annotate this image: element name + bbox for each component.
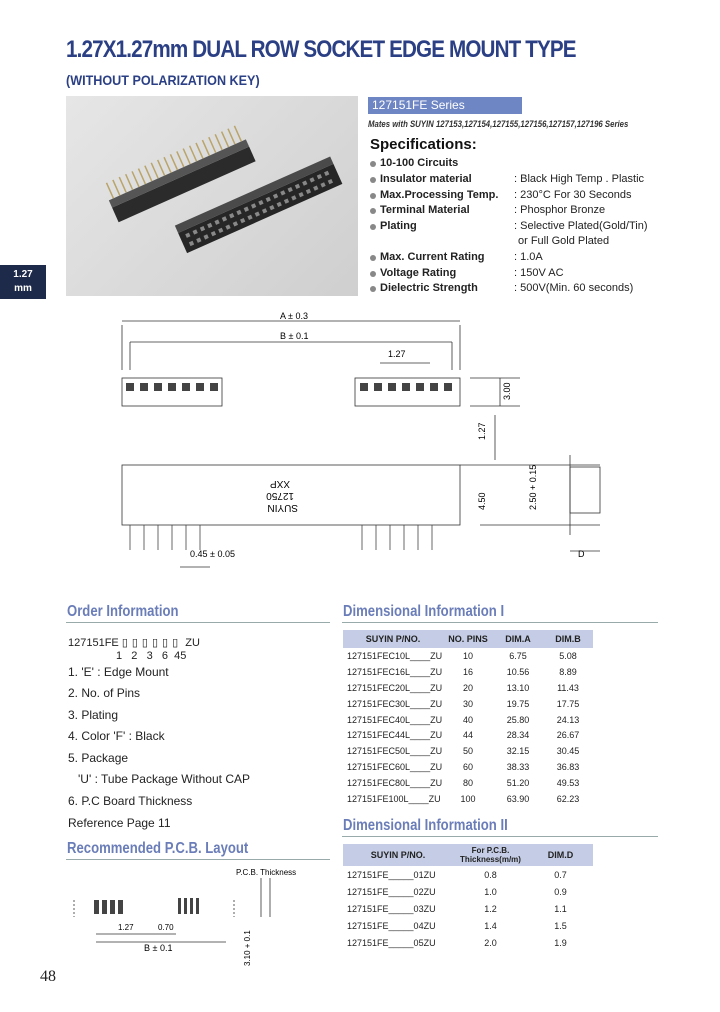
cell: 80 (462, 778, 473, 789)
order-line: Reference Page 11 (68, 816, 171, 830)
spec-label: Terminal Material (380, 204, 470, 216)
dim-b-label: B ± 0.1 (280, 331, 309, 341)
order-line: 4. Color 'F' : Black (68, 729, 165, 743)
col-header: NO. PINS (443, 630, 493, 648)
spec-label: 10-100 Circuits (380, 157, 459, 169)
bullet-icon (370, 161, 376, 167)
dim-a-label: A ± 0.3 (280, 311, 308, 321)
table-row (343, 664, 593, 680)
cell: 19.75 (506, 698, 530, 709)
page-number: 48 (40, 968, 56, 985)
table-header-row (343, 630, 593, 648)
spec-value: : Phosphor Bronze (514, 204, 606, 216)
side-tab (0, 265, 46, 299)
marking-pins: XXP (269, 478, 290, 489)
spec-label: Max. Current Rating (380, 251, 485, 263)
cell: 127151FE_____02ZU (347, 886, 436, 897)
dim2-heading: Dimensional Information II (343, 817, 508, 834)
cell: 0.8 (484, 869, 497, 880)
marking-brand: SUYIN (267, 502, 298, 513)
spec-value: : Black High Temp . Plastic (514, 173, 645, 185)
cell: 0.7 (554, 869, 567, 880)
spec-label: Dielectric Strength (380, 282, 478, 294)
table-row (343, 934, 593, 951)
table-row (343, 648, 593, 664)
spec-label: Max.Processing Temp. (380, 189, 499, 201)
cell: 127151FEC20L____ZU (347, 682, 443, 693)
cell: 5.08 (559, 650, 577, 661)
side-tab-unit: mm (14, 283, 32, 294)
cell: 1.5 (554, 920, 567, 931)
mates-note: Mates with SUYIN 127153,127154,127155,127156,127157,127196 Series (368, 119, 629, 130)
cell: 13.10 (506, 682, 530, 693)
order-code-prefix: 127151FE (68, 637, 119, 649)
table-row (343, 743, 593, 759)
cell: 127151FEC30L____ZU (347, 698, 443, 709)
table-row (343, 900, 593, 917)
dim2-table (343, 844, 593, 951)
spec-label: Plating (380, 220, 417, 232)
pcb-310-label: 3.10 + 0.1 (243, 930, 252, 966)
cell: 127151FE_____05ZU (347, 937, 436, 948)
table-row (343, 712, 593, 728)
cell: 127151FE_____04ZU (347, 920, 436, 931)
table-header-row (343, 844, 593, 866)
cell: 127151FE_____03ZU (347, 903, 436, 914)
cell: 49.53 (556, 778, 580, 789)
cell: 25.80 (506, 714, 530, 725)
height-250-label: 2.50 + 0.15 (528, 464, 538, 510)
cell: 2.0 (484, 937, 497, 948)
cell: 6.75 (509, 650, 527, 661)
pcb-thickness-label: P.C.B. Thickness (236, 868, 297, 877)
cell: 127151FEC44L____ZU (347, 730, 443, 741)
cell: 24.13 (556, 714, 580, 725)
table-row (343, 696, 593, 712)
bullet-icon (370, 224, 376, 230)
cell: 127151FE_____01ZU (347, 869, 436, 880)
pitch-vertical-label: 1.27 (477, 422, 487, 440)
spec-value: : 150V AC (514, 267, 564, 279)
page-title: 1.27X1.27mm DUAL ROW SOCKET EDGE MOUNT TYPE (66, 36, 576, 63)
cell: 30.45 (556, 746, 580, 757)
cell: 127151FEC50L____ZU (347, 746, 443, 757)
cell: 36.83 (556, 762, 580, 773)
cell: 0.9 (554, 886, 567, 897)
order-heading: Order Information (67, 603, 179, 620)
marking-number: 12750 (266, 490, 294, 501)
col-header: DIM.D (528, 844, 593, 866)
cell: 30 (462, 698, 473, 709)
cell: 60 (462, 762, 473, 773)
table-row (343, 866, 593, 883)
order-divider (66, 622, 330, 623)
table-row (343, 680, 593, 696)
cell: 32.15 (506, 746, 530, 757)
table-row (343, 775, 593, 791)
technical-drawing (100, 305, 620, 590)
col-header: DIM.A (493, 630, 543, 648)
dim2-divider (342, 836, 658, 837)
cell: 127151FEC60L____ZU (347, 762, 443, 773)
cell: 1.4 (484, 920, 497, 931)
dim-d-label: D (578, 549, 585, 559)
dim1-table (343, 630, 593, 807)
table-row (343, 883, 593, 900)
cell: 127151FEC10L____ZU (347, 650, 443, 661)
order-code: 127151FE ▯▯▯▯▯▯ ZU (68, 637, 200, 649)
order-line: 3. Plating (68, 708, 119, 722)
specs-heading: Specifications: (370, 136, 477, 153)
pcb-pitch-label: 1.27 (118, 923, 134, 932)
bullet-icon (370, 208, 376, 214)
pcb-layout-drawing (66, 862, 336, 970)
cell: 17.75 (556, 698, 580, 709)
table-row (343, 791, 593, 807)
spec-label: Insulator material (380, 173, 472, 185)
cell: 63.90 (506, 793, 530, 804)
order-line: 'U' : Tube Package Without CAP (78, 772, 250, 786)
table-row (343, 917, 593, 934)
order-code-positions: 1 2 3 6 45 (116, 650, 187, 662)
pin-width-label: 0.45 ± 0.05 (190, 549, 235, 559)
bullet-icon (370, 255, 376, 261)
cell: 127151FEC40L____ZU (347, 714, 443, 725)
dim1-heading: Dimensional Information I (343, 603, 505, 620)
bullet-icon (370, 193, 376, 199)
height-300-label: 3.00 (502, 382, 512, 400)
bullet-icon (370, 286, 376, 292)
spec-label: Voltage Rating (380, 267, 457, 279)
table-row (343, 759, 593, 775)
cell: 62.23 (556, 793, 580, 804)
cell: 11.43 (557, 682, 579, 693)
col-header: SUYIN P/NO. (343, 844, 453, 866)
cell: 127151FE100L____ZU (347, 793, 441, 804)
col-header: For P.C.B. Thickness(m/m) (453, 844, 528, 866)
cell: 20 (462, 682, 473, 693)
pcb-dim-b-label: B ± 0.1 (144, 943, 173, 953)
order-line: 2. No. of Pins (68, 686, 141, 700)
product-photo (66, 96, 358, 296)
page-subtitle: (WITHOUT POLARIZATION KEY) (66, 72, 260, 88)
cell: 51.20 (506, 778, 530, 789)
height-450-label: 4.50 (477, 492, 487, 510)
pcb-heading: Recommended P.C.B. Layout (67, 840, 249, 857)
pitch-label: 1.27 (388, 349, 406, 359)
spec-value: : 500V(Min. 60 seconds) (514, 282, 634, 294)
spec-value: : 230°C For 30 Seconds (514, 189, 632, 201)
spec-value: or Full Gold Plated (518, 235, 610, 247)
cell: 1.0 (484, 886, 497, 897)
cell: 38.33 (506, 762, 530, 773)
cell: 28.34 (506, 730, 530, 741)
pcb-divider (66, 859, 330, 860)
order-line: 6. P.C Board Thickness (68, 794, 193, 808)
cell: 1.9 (554, 937, 567, 948)
side-tab-size: 1.27 (13, 269, 33, 280)
bullet-icon (370, 177, 376, 183)
order-line: 1. 'E' : Edge Mount (68, 665, 169, 679)
table-row (343, 727, 593, 743)
cell: 1.2 (484, 903, 497, 914)
cell: 10.56 (506, 666, 530, 677)
pcb-070-label: 0.70 (158, 923, 174, 932)
cell: 1.1 (554, 903, 567, 914)
cell: 8.89 (559, 666, 577, 677)
cell: 50 (462, 746, 473, 757)
cell: 26.67 (556, 730, 580, 741)
series-badge: 127151FE Series (368, 97, 522, 114)
order-code-suffix: ZU (185, 637, 200, 649)
cell: 127151FEC16L____ZU (347, 666, 443, 677)
cell: 44 (462, 730, 473, 741)
order-line: 5. Package (68, 751, 129, 765)
col-header: DIM.B (543, 630, 593, 648)
col-header: SUYIN P/NO. (343, 630, 443, 648)
spec-value: : 1.0A (514, 251, 543, 263)
cell: 40 (462, 714, 473, 725)
cell: 127151FEC80L____ZU (347, 778, 443, 789)
connector-illustration (66, 96, 358, 296)
spec-value: : Selective Plated(Gold/Tin) (514, 220, 648, 232)
dim1-divider (342, 622, 658, 623)
cell: 100 (460, 793, 476, 804)
bullet-icon (370, 271, 376, 277)
cell: 16 (462, 666, 473, 677)
cell: 10 (462, 650, 473, 661)
